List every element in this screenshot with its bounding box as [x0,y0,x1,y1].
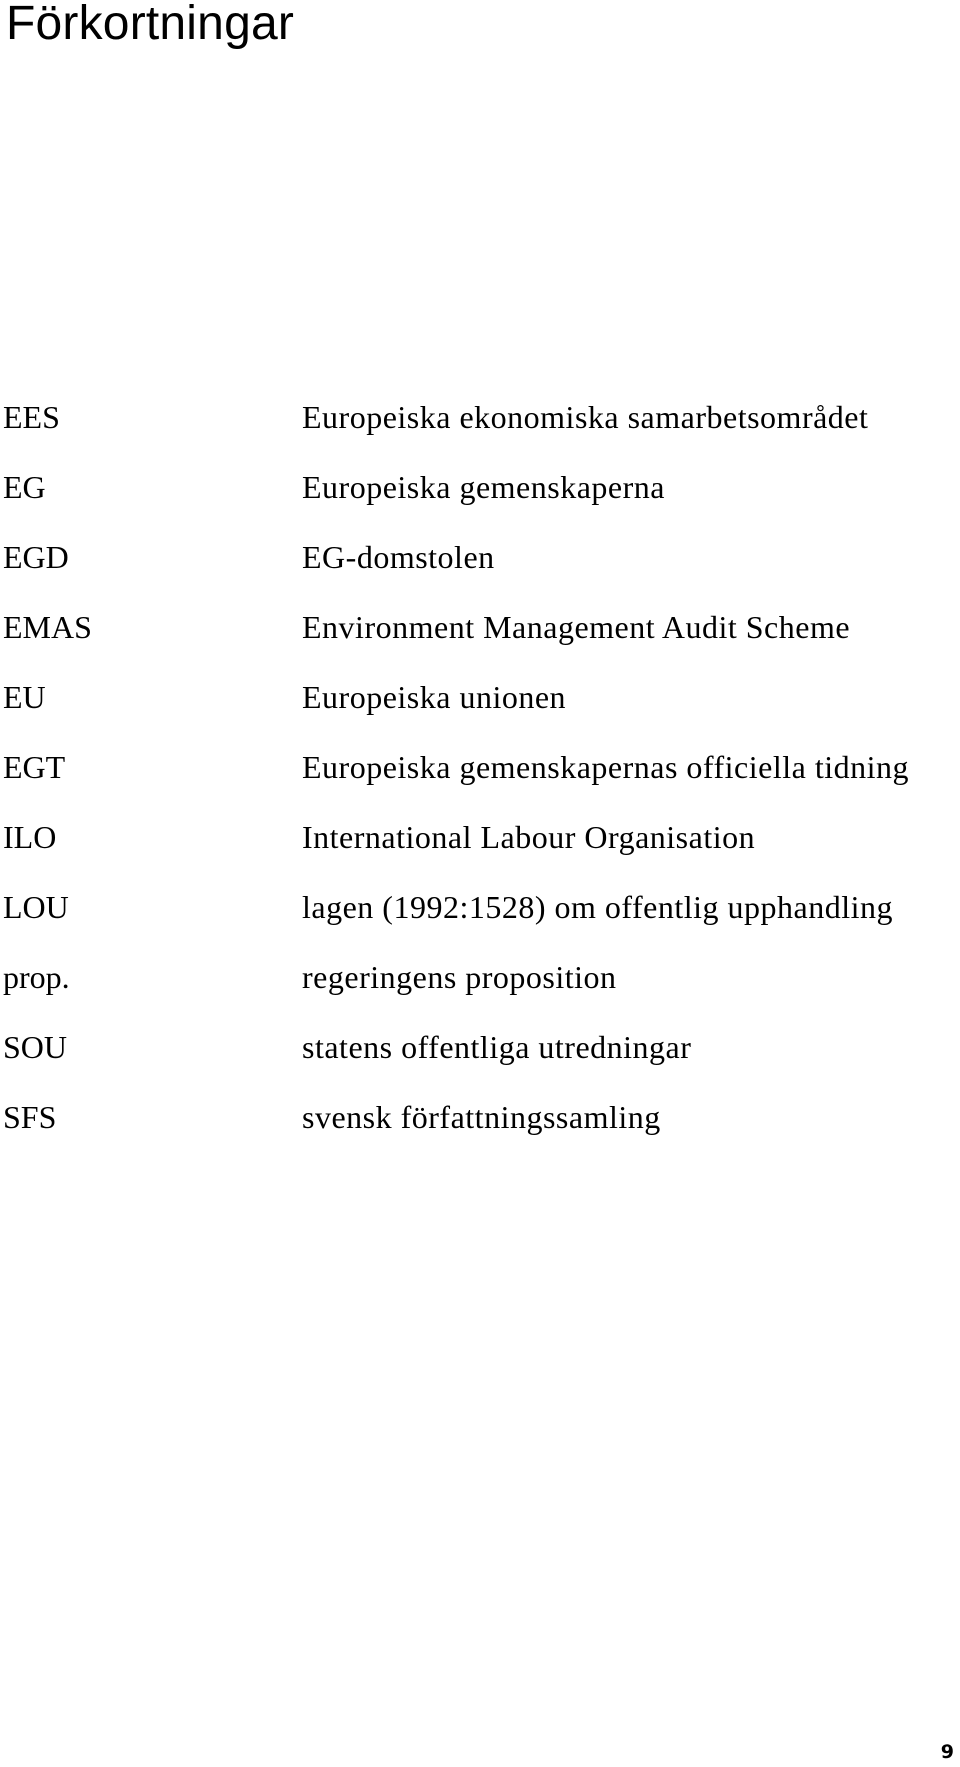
abbreviation-meaning: svensk författningssamling [302,1099,661,1135]
abbreviation-row [0,1027,960,1097]
abbreviation-row [0,817,960,887]
abbreviation-code: EGT [3,749,66,785]
abbreviation-code: EMAS [3,609,92,645]
abbreviation-meaning: International Labour Organisation [302,819,756,855]
abbreviation-meaning: regeringens proposition [302,959,617,995]
abbreviation-code: EG [3,469,46,505]
abbreviation-meaning: EG-domstolen [302,539,495,575]
abbreviation-row [0,747,960,817]
abbreviation-meaning: Europeiska gemenskaperna [302,469,665,505]
abbreviation-meaning: Environment Management Audit Scheme [302,609,851,645]
abbreviation-code: SOU [3,1029,68,1065]
abbreviation-meaning: lagen (1992:1528) om offentlig upphandling [302,889,893,925]
abbreviation-meaning: Europeiska unionen [302,679,567,715]
abbreviation-code: prop. [3,959,70,995]
abbreviation-code: EGD [3,539,69,575]
abbreviation-meaning: statens offentliga utredningar [302,1029,692,1065]
abbreviation-row [0,887,960,957]
abbreviation-meaning: Europeiska ekonomiska samarbetsområdet [302,399,869,435]
abbreviation-list [0,397,960,1167]
abbreviation-code: ILO [3,819,57,855]
abbreviation-row [0,957,960,1027]
abbreviation-row [0,677,960,747]
abbreviation-row [0,607,960,677]
abbreviation-row [0,537,960,607]
page-title: Förkortningar [6,0,295,50]
abbreviation-row [0,1097,960,1167]
page-number: 9 [940,1741,954,1763]
abbreviation-meaning: Europeiska gemenskapernas officiella tidning [302,749,909,785]
abbreviation-row [0,397,960,467]
abbreviation-code: SFS [3,1099,57,1135]
abbreviation-code: EES [3,399,60,435]
abbreviation-code: LOU [3,889,69,925]
abbreviation-row [0,467,960,537]
abbreviation-code: EU [3,679,46,715]
